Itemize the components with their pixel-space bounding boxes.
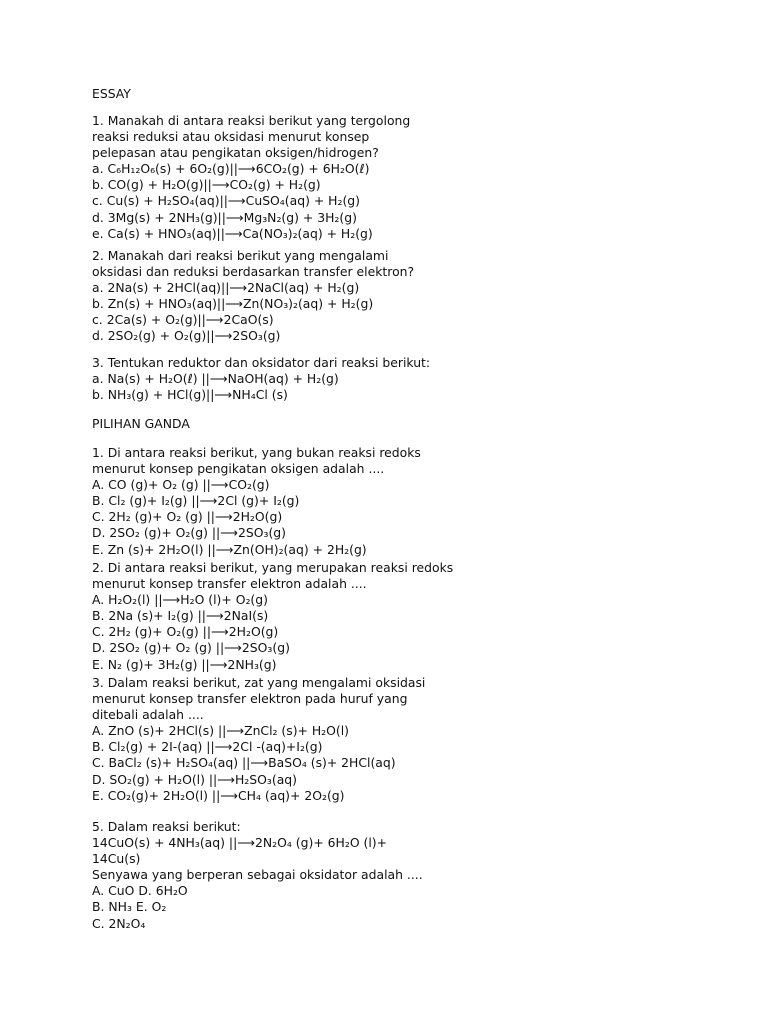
option-d: D. SO₂(g) + H₂O(l) ||⟶H₂SO₃(aq) <box>92 771 297 787</box>
question-line: menurut konsep pengikatan oksigen adalah .... <box>92 461 385 477</box>
option-c: c. Cu(s) + H₂SO₄(aq)||⟶CuSO₄(aq) + H₂(g) <box>92 193 360 209</box>
option-e: E. N₂ (g)+ 3H₂(g) ||⟶2NH₃(g) <box>92 656 277 672</box>
option-d: D. 2SO₂ (g)+ O₂(g) ||⟶2SO₃(g) <box>92 525 286 541</box>
pg-question-2 <box>92 560 732 673</box>
pg-question-5 <box>92 819 732 932</box>
question-line: menurut konsep transfer elektron adalah .... <box>92 576 367 592</box>
option-c: c. 2Ca(s) + O₂(g)||⟶2CaO(s) <box>92 312 274 328</box>
pg-question-3 <box>92 675 732 804</box>
question-line: 3. Tentukan reduktor dan oksidator dari reaksi berikut: <box>92 355 431 370</box>
option-b: B. Cl₂(g) + 2I-(aq) ||⟶2Cl -(aq)+I₂(g) <box>92 739 323 755</box>
question-line: 14CuO(s) + 4NH₃(aq) ||⟶2N₂O₄ (g)+ 6H₂O (l)+ <box>92 835 388 851</box>
question-line: 2. Manakah dari reaksi berikut yang mengalami <box>92 248 389 263</box>
pilihan-ganda-heading: PILIHAN GANDA <box>92 416 190 431</box>
option-b: b. CO(g) + H₂O(g)||⟶CO₂(g) + H₂(g) <box>92 177 321 193</box>
question-line: Senyawa yang berperan sebagai oksidator adalah .... <box>92 867 423 883</box>
question-line: oksidasi dan reduksi berdasarkan transfer elektron? <box>92 264 415 280</box>
question-line: 5. Dalam reaksi berikut: <box>92 819 241 834</box>
question-line: 1. Manakah di antara reaksi berikut yang tergolong <box>92 113 411 128</box>
question-line: 1. Di antara reaksi berikut, yang bukan reaksi redoks <box>92 445 421 460</box>
option-c: C. 2H₂ (g)+ O₂ (g) ||⟶2H₂O(g) <box>92 509 283 525</box>
option-line: C. 2N₂O₄ <box>92 915 146 931</box>
question-line: pelepasan atau pengikatan oksigen/hidrogen? <box>92 145 379 161</box>
question-line: 3. Dalam reaksi berikut, zat yang mengalami oksidasi <box>92 675 426 690</box>
option-c: C. BaCl₂ (s)+ H₂SO₄(aq) ||⟶BaSO₄ (s)+ 2HCl(aq) <box>92 755 396 771</box>
option-c: C. 2H₂ (g)+ O₂(g) ||⟶2H₂O(g) <box>92 624 279 640</box>
option-a: a. C₆H₁₂O₆(s) + 6O₂(g)||⟶6CO₂(g) + 6H₂O(ℓ) <box>92 161 370 177</box>
essay-heading: ESSAY <box>92 86 131 101</box>
essay-question-1 <box>92 113 732 242</box>
question-line: 14Cu(s) <box>92 851 141 867</box>
question-line: ditebali adalah .... <box>92 707 204 723</box>
option-d: d. 3Mg(s) + 2NH₃(g)||⟶Mg₃N₂(g) + 3H₂(g) <box>92 209 357 225</box>
option-d: d. 2SO₂(g) + O₂(g)||⟶2SO₃(g) <box>92 328 281 344</box>
option-b: b. NH₃(g) + HCl(g)||⟶NH₄Cl (s) <box>92 387 288 403</box>
option-e: E. Zn (s)+ 2H₂O(l) ||⟶Zn(OH)₂(aq) + 2H₂(g) <box>92 541 367 557</box>
option-a: A. CO (g)+ O₂ (g) ||⟶CO₂(g) <box>92 477 270 493</box>
option-line: A. CuO D. 6H₂O <box>92 883 188 899</box>
pg-question-1 <box>92 445 732 558</box>
question-line: reaksi reduksi atau oksidasi menurut konsep <box>92 129 370 145</box>
essay-question-3 <box>92 355 732 403</box>
question-line: 2. Di antara reaksi berikut, yang merupakan reaksi redoks <box>92 560 454 575</box>
option-d: D. 2SO₂ (g)+ O₂ (g) ||⟶2SO₃(g) <box>92 640 290 656</box>
option-e: E. CO₂(g)+ 2H₂O(l) ||⟶CH₄ (aq)+ 2O₂(g) <box>92 787 345 803</box>
option-e: e. Ca(s) + HNO₃(aq)||⟶Ca(NO₃)₂(aq) + H₂(g) <box>92 225 373 241</box>
option-a: A. ZnO (s)+ 2HCl(s) ||⟶ZnCl₂ (s)+ H₂O(l) <box>92 723 350 739</box>
option-b: b. Zn(s) + HNO₃(aq)||⟶Zn(NO₃)₂(aq) + H₂(g) <box>92 296 374 312</box>
option-line: B. NH₃ E. O₂ <box>92 899 167 915</box>
option-b: B. Cl₂ (g)+ I₂(g) ||⟶2Cl (g)+ I₂(g) <box>92 493 300 509</box>
option-b: B. 2Na (s)+ I₂(g) ||⟶2NaI(s) <box>92 608 269 624</box>
option-a: a. 2Na(s) + 2HCl(aq)||⟶2NaCl(aq) + H₂(g) <box>92 280 360 296</box>
question-line: menurut konsep transfer elektron pada huruf yang <box>92 691 408 707</box>
essay-question-2 <box>92 248 732 345</box>
option-a: A. H₂O₂(l) ||⟶H₂O (l)+ O₂(g) <box>92 592 268 608</box>
option-a: a. Na(s) + H₂O(ℓ) ||⟶NaOH(aq) + H₂(g) <box>92 371 339 387</box>
